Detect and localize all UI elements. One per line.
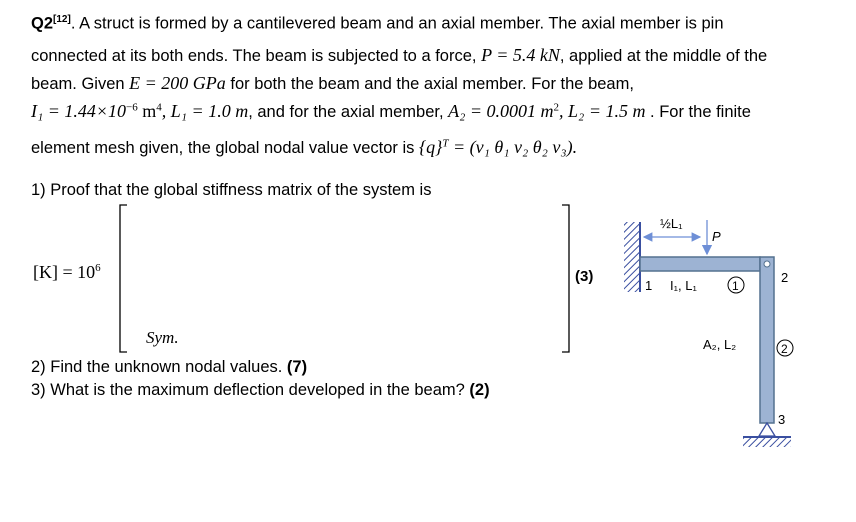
force-value: P = 5.4 kN xyxy=(481,45,560,65)
axial-props-label: A₂, L₂ xyxy=(703,337,737,352)
inertia-value: I₁ = 1.44×10 xyxy=(31,101,127,121)
line5-text: element mesh given, the global nodal value vector is xyxy=(31,139,419,157)
element-1-label: 1 xyxy=(732,279,739,293)
ground-hatch xyxy=(743,437,791,447)
inertia-unit: m xyxy=(137,101,157,121)
area-value: A₂ = 0.0001 m xyxy=(448,101,554,121)
question-marks: [12] xyxy=(53,14,71,25)
line4-text-c: . For the finite xyxy=(645,103,751,121)
inertia-unit-exp: 4 xyxy=(156,101,162,114)
nodal-vector-lhs: {q} xyxy=(418,137,443,157)
part-3-text: 3) What is the maximum deflection developed in the beam? xyxy=(31,381,470,399)
line2-text-b: , applied at the middle of the xyxy=(559,47,768,65)
node-3-label: 3 xyxy=(778,412,786,427)
question-intro: . A struct is formed by a cantilevered beam and an axial member. The axial member is pin xyxy=(70,14,724,33)
modulus-value: E = 200 GPa xyxy=(129,73,226,93)
axial-member xyxy=(760,257,774,423)
element-2-label: 2 xyxy=(781,342,788,356)
ground-support xyxy=(759,423,775,436)
nodal-vector-rhs: = (v₁ θ₁ v₂ θ₂ v₃). xyxy=(448,137,578,157)
line3-text-b: for both the beam and the axial member. For the beam, xyxy=(225,75,634,93)
area-exp: 2 xyxy=(553,101,560,114)
half-L1-label: ½L₁ xyxy=(660,216,683,231)
question-label: Q2 xyxy=(31,14,54,33)
part-2-marks: (7) xyxy=(286,358,308,376)
line3-text-a: beam. Given xyxy=(31,75,130,93)
part-1-text: 1) Proof that the global stiffness matrix of the system is xyxy=(31,181,432,199)
load-P-label: P xyxy=(712,229,721,244)
matrix-lhs-exp: 6 xyxy=(95,262,101,274)
node-2-label: 2 xyxy=(781,270,789,285)
top-pin xyxy=(764,261,770,267)
part-1-marks: (3) xyxy=(575,268,594,285)
part-2-text: 2) Find the unknown nodal values. xyxy=(31,358,287,376)
part-3-marks: (2) xyxy=(469,381,490,399)
axial-length: , L₂ = 1.5 m xyxy=(559,101,646,121)
beam-props-label: I₁, L₁ xyxy=(670,278,697,293)
line2-text-a: connected at its both ends. The beam is subjected to a force, xyxy=(31,47,482,65)
inertia-exp: −6 xyxy=(126,101,138,114)
matrix-lhs-text: [K] = 10 xyxy=(33,262,96,282)
matrix-sym: Sym. xyxy=(146,328,179,347)
vector-exp: T xyxy=(442,137,449,150)
beam-member xyxy=(640,257,760,271)
fixed-wall xyxy=(624,222,640,292)
node-1-label: 1 xyxy=(645,278,653,293)
beam-length: , L₁ = 1.0 m xyxy=(161,101,249,121)
line4-text-b: , and for the axial member, xyxy=(248,103,449,121)
